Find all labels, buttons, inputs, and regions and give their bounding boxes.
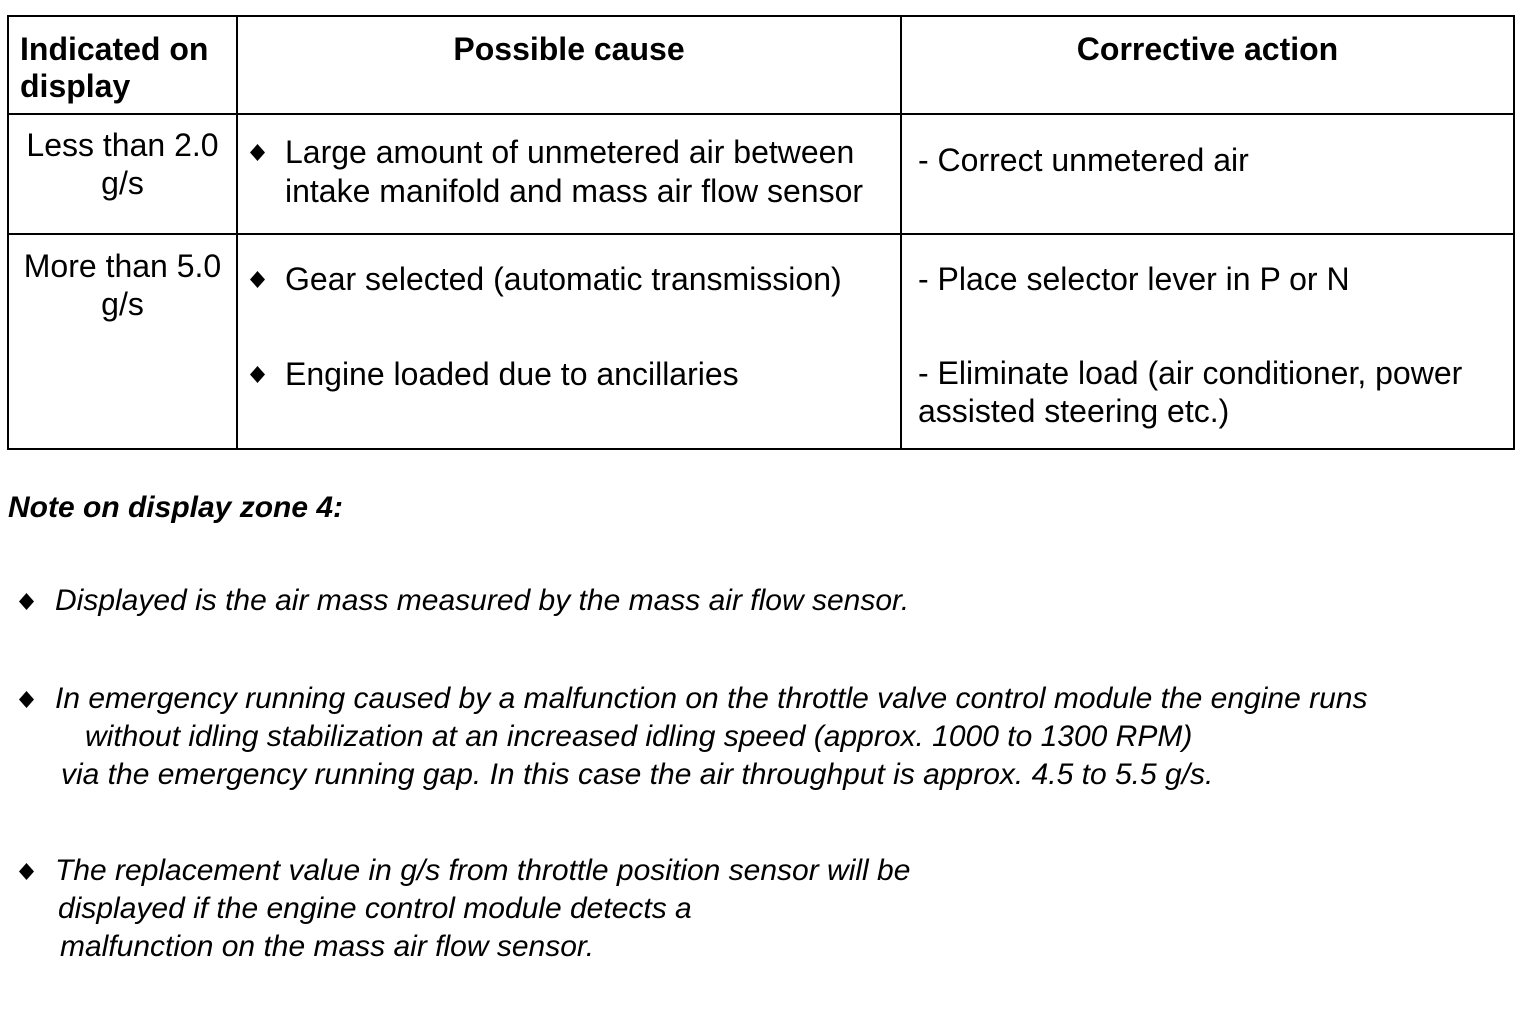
corrective-action-cell: [901, 234, 1514, 449]
note-item: [55, 852, 910, 966]
header-indicated-on-display: [8, 16, 237, 114]
header-corrective-action: Corrective action: [901, 16, 1514, 114]
diamond-bullet-icon: [250, 144, 265, 161]
diamond-bullet-icon: [19, 593, 34, 610]
indicated-value-line-1: Less than 2.0: [26, 127, 219, 163]
table-row: [8, 234, 1514, 449]
indicated-value-cell: [8, 114, 237, 234]
action-text-line-1: - Place selector lever in P or N: [918, 261, 1350, 297]
diamond-bullet-icon: [250, 366, 265, 383]
corrective-action-cell: [901, 114, 1514, 234]
note-text-line-1: Displayed is the air mass measured by the mass air flow sensor.: [55, 584, 910, 617]
cause-text-line-1: Gear selected (automatic transmission): [285, 261, 842, 297]
cause-text-line-1: Large amount of unmetered air between: [285, 134, 855, 170]
header-possible-cause: Possible cause: [237, 16, 901, 114]
diagnosis-table: [7, 15, 1515, 450]
cause-text-line-2: intake manifold and mass air flow sensor: [285, 173, 864, 209]
possible-cause-cell: [237, 234, 901, 449]
header-indicated-line-2: display: [20, 68, 131, 104]
note-item: [55, 680, 1525, 794]
table-header-row: [8, 16, 1514, 114]
possible-cause-cell: [237, 114, 901, 234]
indicated-value-line-2: g/s: [101, 165, 144, 201]
diamond-bullet-icon: [19, 863, 34, 880]
action-item: [902, 141, 1513, 179]
indicated-value-cell: [8, 234, 237, 449]
action-text-line-1: - Eliminate load (air conditioner, power: [918, 355, 1463, 391]
note-text-line-2: without idling stabilization at an increased idling speed (approx. 1000 to 1300 RPM): [85, 720, 1193, 753]
action-item: [902, 260, 1513, 298]
diamond-bullet-icon: [250, 271, 265, 288]
note-item: [55, 582, 909, 620]
indicated-value-line-1: More than 5.0: [23, 248, 222, 284]
note-text-line-3: via the emergency running gap. In this case the air throughput is approx. 4.5 to 5.5 g/s.: [61, 758, 1214, 791]
note-text-line-1: The replacement value in g/s from throttle position sensor will be: [55, 854, 911, 887]
note-text-line-3: malfunction on the mass air flow sensor.: [60, 930, 595, 963]
table-row: [8, 114, 1514, 234]
action-item: [902, 354, 1513, 430]
action-text-line-2: assisted steering etc.): [918, 393, 1230, 429]
cause-item: [238, 260, 900, 299]
note-heading: Note on display zone 4:: [8, 491, 344, 524]
action-text-line-1: - Correct unmetered air: [918, 142, 1249, 178]
note-text-line-1: In emergency running caused by a malfunction on the throttle valve control module the engine runs: [55, 682, 1368, 715]
cause-item: [238, 355, 900, 394]
indicated-value-line-2: g/s: [101, 286, 144, 322]
diamond-bullet-icon: [19, 691, 34, 708]
cause-text-line-1: Engine loaded due to ancillaries: [285, 356, 739, 392]
cause-item: [238, 133, 900, 211]
header-indicated-line-1: Indicated on: [20, 31, 209, 67]
note-text-line-2: displayed if the engine control module detects a: [58, 892, 692, 925]
